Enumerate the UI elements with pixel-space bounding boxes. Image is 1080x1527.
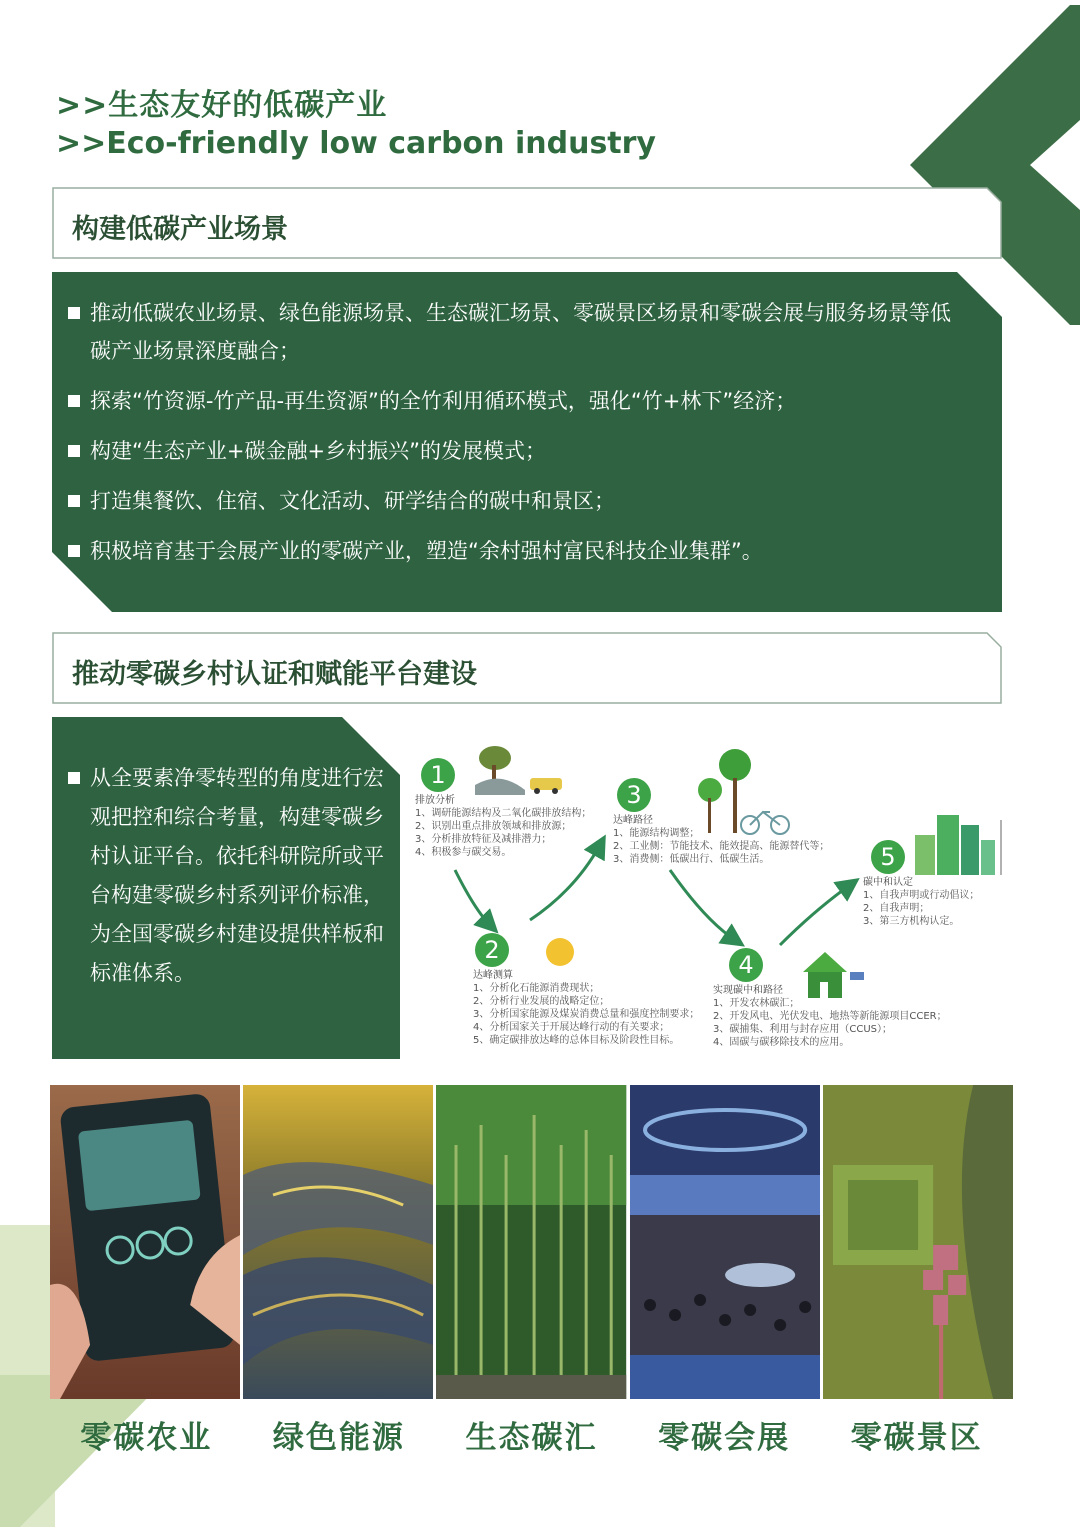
step-item: 1、分析化石能源消费现状； (473, 983, 600, 994)
bullet-item: 探索“竹资源-竹产品-再生资源”的全竹利用循环模式，强化“竹+林下”经济； (66, 382, 966, 420)
carbon-neutral-path-diagram (405, 740, 1015, 1060)
step-item: 2、识别出重点排放领域和排放源； (415, 821, 572, 832)
bullet-item: 推动低碳农业场景、绿色能源场景、生态碳汇场景、零碳景区场景和零碳会展与服务场景等低碳产业场景深度融合； (66, 294, 966, 370)
step-item: 2、分析行业发展的战略定位； (473, 996, 610, 1007)
page-title-cn: >>生态友好的低碳产业 (56, 88, 388, 123)
caption-green-energy: 绿色能源 (272, 1420, 405, 1456)
step-item: 4、积极参与碳交易。 (415, 847, 512, 858)
photo-captions (50, 1412, 1013, 1457)
step-item: 2、自我声明； (863, 903, 930, 914)
step-number-badge: 4 (729, 948, 763, 982)
photo-zero-carbon-scenic-area (823, 1085, 1013, 1399)
step-item: 1、能源结构调整； (613, 828, 700, 839)
section-heading-1 (52, 187, 1002, 259)
step-title: 排放分析 (415, 795, 455, 806)
section2-body-text: 从全要素净零转型的角度进行宏观把控和综合考量，构建零碳乡村认证平台。依托科研院所或平台构建零碳乡村系列评价标准，为全国零碳乡村建设提供样板和标准体系。 (66, 759, 386, 993)
section-heading-1-label: 构建低碳产业场景 (72, 214, 288, 245)
step-number-badge: 5 (871, 840, 905, 874)
caption-zero-carbon-exhibition: 零碳会展 (658, 1420, 791, 1456)
step-item: 2、工业侧：节能技术、能效提高、能源替代等； (613, 841, 830, 852)
step-title: 碳中和认定 (863, 877, 913, 888)
step-item: 3、分析排放特征及减排潜力； (415, 834, 552, 845)
photo-ecological-carbon-sink (436, 1085, 626, 1399)
caption-zero-carbon-agriculture: 零碳农业 (80, 1420, 213, 1456)
step-item: 1、调研能源结构及二氧化碳排放结构； (415, 808, 592, 819)
bullet-item: 构建“生态产业+碳金融+乡村振兴”的发展模式； (66, 432, 966, 470)
step-title: 达峰路径 (613, 815, 653, 826)
green-buildings-illustration (915, 815, 1001, 875)
bullet-item: 打造集餐饮、住宿、文化活动、研学结合的碳中和景区； (66, 482, 966, 520)
step-item: 3、消费侧：低碳出行、低碳生活。 (613, 854, 770, 865)
section1-bullet-list (66, 294, 966, 582)
step-item: 4、固碳与碳移除技术的应用。 (713, 1037, 850, 1048)
step-item: 1、开发农林碳汇； (713, 998, 800, 1009)
step-item: 4、分析国家关于开展达峰行动的有关要求； (473, 1022, 670, 1033)
step-item: 1、自我声明或行动倡议； (863, 890, 980, 901)
page-title-en: >>Eco-friendly low carbon industry (56, 126, 656, 161)
step-item: 5、确定碳排放达峰的总体目标及阶段性目标。 (473, 1035, 680, 1046)
photo-zero-carbon-agriculture (50, 1085, 240, 1399)
step-number-badge: 2 (475, 933, 509, 967)
sun-icon (546, 938, 574, 966)
step-title: 实现碳中和路径 (713, 985, 783, 996)
section-heading-2 (52, 632, 1002, 704)
section1-content-box (52, 272, 1002, 612)
photo-zero-carbon-exhibition (630, 1085, 820, 1399)
road-tree-illustration (475, 746, 562, 795)
step-item: 3、第三方机构认定。 (863, 916, 960, 927)
step-item: 3、分析国家能源及煤炭消费总量和强度控制要求； (473, 1009, 700, 1020)
step-item: 2、开发风电、光伏发电、地热等新能源项目CCER； (713, 1011, 947, 1022)
step-number-badge: 1 (421, 758, 455, 792)
step-number-badge: 3 (617, 778, 651, 812)
section2-content-box (52, 717, 400, 1059)
step-item: 3、碳捕集、利用与封存应用（CCUS）； (713, 1024, 892, 1035)
photo-green-energy (243, 1085, 433, 1399)
bullet-item: 积极培育基于会展产业的零碳产业，塑造“余村强村富民科技企业集群”。 (66, 532, 966, 570)
step-title: 达峰测算 (473, 970, 513, 981)
caption-ecological-carbon-sink: 生态碳汇 (465, 1420, 598, 1456)
caption-zero-carbon-scenic-area: 零碳景区 (850, 1420, 983, 1456)
photo-strip (50, 1085, 1013, 1399)
section-heading-2-label: 推动零碳乡村认证和赋能平台建设 (72, 659, 477, 690)
